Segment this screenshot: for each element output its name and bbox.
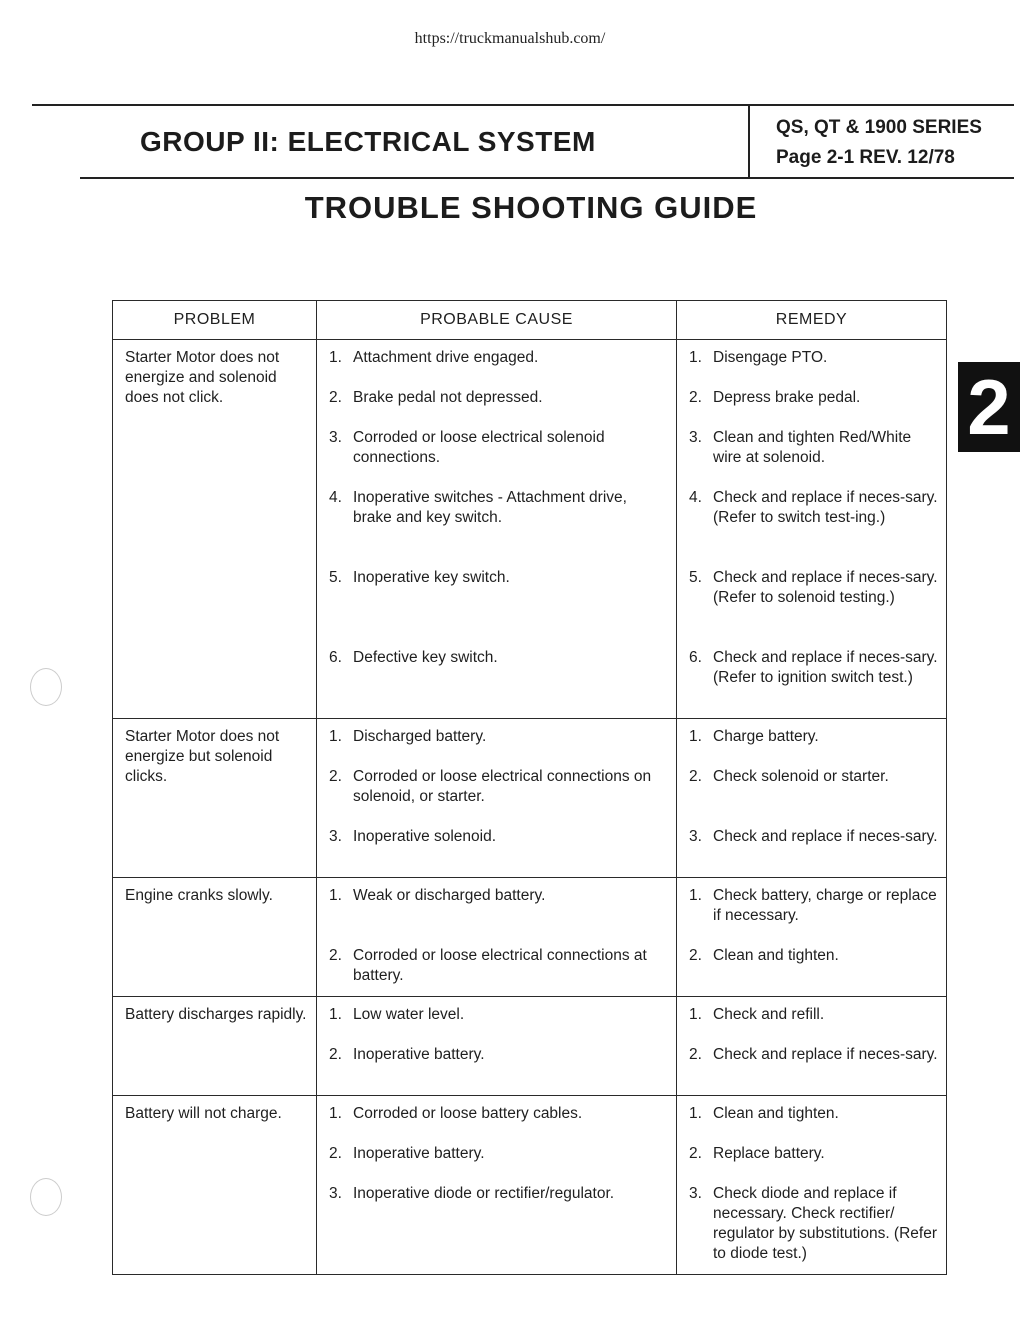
- cause-item: [329, 886, 668, 926]
- item-number: 5.: [329, 569, 342, 586]
- item-number: 4.: [329, 489, 342, 506]
- item-number: 2.: [329, 1145, 342, 1162]
- item-number: 3.: [329, 828, 342, 845]
- probable-cause-cell: [317, 719, 677, 878]
- item-text: Check and replace if neces-sary. (Refer to ignition switch test.): [713, 649, 938, 686]
- cause-item: [329, 946, 668, 986]
- item-number: 3.: [689, 1185, 702, 1202]
- item-text: Charge battery.: [713, 728, 819, 745]
- page-revision: Page 2-1 REV. 12/78: [776, 147, 955, 168]
- item-text: Clean and tighten.: [713, 947, 839, 964]
- item-text: Inoperative battery.: [353, 1046, 485, 1063]
- item-text: Corroded or loose battery cables.: [353, 1105, 583, 1122]
- cause-item: [329, 488, 668, 548]
- table-row: [113, 719, 947, 878]
- problem-text: Battery discharges rapidly.: [125, 1006, 307, 1023]
- remedy-item: [689, 1104, 938, 1124]
- problem-text: Starter Motor does not energize but solenoid clicks.: [125, 728, 280, 785]
- cause-item: [329, 348, 668, 368]
- cause-item: [329, 827, 668, 867]
- problem-cell: [113, 1096, 317, 1275]
- header-top-rule: [32, 104, 1014, 106]
- remedy-cell: [677, 878, 947, 997]
- item-number: 1.: [329, 349, 342, 366]
- item-number: 2.: [689, 1046, 702, 1063]
- item-text: Attachment drive engaged.: [353, 349, 539, 366]
- remedy-cell: [677, 719, 947, 878]
- problem-text: Starter Motor does not energize and solenoid does not click.: [125, 349, 280, 406]
- item-text: Inoperative solenoid.: [353, 828, 497, 845]
- item-number: 2.: [689, 947, 702, 964]
- item-number: 1.: [689, 1105, 702, 1122]
- table-row: [113, 1096, 947, 1275]
- series-info: [776, 113, 982, 173]
- cause-item: [329, 388, 668, 408]
- header-divider: [748, 104, 750, 178]
- item-number: 2.: [329, 389, 342, 406]
- item-text: Defective key switch.: [353, 649, 498, 666]
- table-row: [113, 997, 947, 1096]
- probable-cause-cell: [317, 878, 677, 997]
- item-number: 1.: [329, 887, 342, 904]
- remedy-item: [689, 886, 938, 926]
- table-row: [113, 878, 947, 997]
- item-text: Check solenoid or starter.: [713, 768, 889, 785]
- probable-cause-cell: [317, 340, 677, 719]
- item-text: Inoperative key switch.: [353, 569, 510, 586]
- probable-cause-cell: [317, 1096, 677, 1275]
- header-problem: PROBLEM: [113, 301, 317, 340]
- cause-item: [329, 1144, 668, 1164]
- item-text: Brake pedal not depressed.: [353, 389, 543, 406]
- table-row: [113, 340, 947, 719]
- cause-item: [329, 648, 668, 708]
- item-number: 1.: [689, 728, 702, 745]
- remedy-item: [689, 827, 938, 867]
- item-number: 3.: [329, 1185, 342, 1202]
- item-text: Corroded or loose electrical connections at battery.: [353, 947, 647, 984]
- cause-item: [329, 767, 668, 807]
- source-url: https://truckmanualshub.com/: [414, 30, 606, 47]
- remedy-item: [689, 568, 938, 628]
- item-text: Check and refill.: [713, 1006, 825, 1023]
- item-text: Check diode and replace if necessary. Check rectifier/ regulator by substitutions. (Refer to diode test.): [713, 1185, 937, 1262]
- problem-text: Battery will not charge.: [125, 1105, 282, 1122]
- item-text: Check and replace if neces-sary.: [713, 1046, 938, 1063]
- item-number: 3.: [689, 828, 702, 845]
- remedy-item: [689, 946, 938, 986]
- remedy-item: [689, 727, 938, 747]
- item-number: 6.: [689, 649, 702, 666]
- cause-item: [329, 1045, 668, 1085]
- remedy-item: [689, 1184, 938, 1264]
- item-text: Check and replace if neces-sary. (Refer to switch test-ing.): [713, 489, 938, 526]
- guide-title: TROUBLE SHOOTING GUIDE: [304, 190, 758, 225]
- problem-cell: [113, 719, 317, 878]
- item-number: 3.: [329, 429, 342, 446]
- item-text: Inoperative battery.: [353, 1145, 485, 1162]
- cause-item: [329, 1104, 668, 1124]
- series-label: QS, QT & 1900 SERIES: [776, 117, 982, 138]
- remedy-cell: [677, 1096, 947, 1275]
- problem-cell: [113, 340, 317, 719]
- item-number: 2.: [689, 389, 702, 406]
- item-text: Corroded or loose electrical solenoid connections.: [353, 429, 605, 466]
- item-number: 1.: [689, 887, 702, 904]
- remedy-cell: [677, 997, 947, 1096]
- item-text: Inoperative diode or rectifier/regulator.: [353, 1185, 615, 1202]
- item-number: 2.: [689, 1145, 702, 1162]
- item-number: 6.: [329, 649, 342, 666]
- header-remedy: REMEDY: [677, 301, 947, 340]
- remedy-item: [689, 428, 938, 468]
- item-number: 2.: [329, 947, 342, 964]
- item-number: 3.: [689, 429, 702, 446]
- remedy-item: [689, 348, 938, 368]
- problem-cell: [113, 997, 317, 1096]
- binder-hole-mark: [30, 668, 62, 706]
- remedy-item: [689, 1144, 938, 1164]
- problem-text: Engine cranks slowly.: [125, 887, 273, 904]
- item-number: 5.: [689, 569, 702, 586]
- binder-hole-mark: [30, 1178, 62, 1216]
- item-number: 1.: [329, 728, 342, 745]
- table-header-row: [113, 301, 947, 340]
- remedy-item: [689, 388, 938, 408]
- item-number: 1.: [329, 1006, 342, 1023]
- item-text: Disengage PTO.: [713, 349, 828, 366]
- item-text: Low water level.: [353, 1006, 465, 1023]
- remedy-item: [689, 648, 938, 708]
- remedy-item: [689, 767, 938, 807]
- item-number: 1.: [689, 349, 702, 366]
- item-text: Inoperative switches - Attachment drive, brake and key switch.: [353, 489, 627, 526]
- item-text: Check battery, charge or replace if necessary.: [713, 887, 937, 924]
- item-text: Replace battery.: [713, 1145, 825, 1162]
- remedy-item: [689, 1005, 938, 1025]
- item-number: 2.: [689, 768, 702, 785]
- header-probable-cause: PROBABLE CAUSE: [317, 301, 677, 340]
- trouble-shooting-table: [112, 300, 947, 1275]
- item-number: 4.: [689, 489, 702, 506]
- section-tab: 2: [958, 362, 1020, 452]
- header-bottom-rule: [80, 177, 1014, 179]
- remedy-item: [689, 1045, 938, 1085]
- item-text: Corroded or loose electrical connections on solenoid, or starter.: [353, 768, 652, 805]
- item-number: 1.: [689, 1006, 702, 1023]
- cause-item: [329, 428, 668, 468]
- cause-item: [329, 727, 668, 747]
- item-text: Weak or discharged battery.: [353, 887, 546, 904]
- item-text: Clean and tighten Red/White wire at solenoid.: [713, 429, 912, 466]
- item-number: 2.: [329, 768, 342, 785]
- item-text: Check and replace if neces-sary. (Refer to solenoid testing.): [713, 569, 938, 606]
- remedy-item: [689, 488, 938, 548]
- cause-item: [329, 568, 668, 628]
- probable-cause-cell: [317, 997, 677, 1096]
- cause-item: [329, 1184, 668, 1264]
- item-text: Clean and tighten.: [713, 1105, 839, 1122]
- group-title: GROUP II: ELECTRICAL SYSTEM: [140, 126, 596, 157]
- item-text: Check and replace if neces-sary.: [713, 828, 938, 845]
- remedy-cell: [677, 340, 947, 719]
- problem-cell: [113, 878, 317, 997]
- item-number: 1.: [329, 1105, 342, 1122]
- item-text: Depress brake pedal.: [713, 389, 861, 406]
- cause-item: [329, 1005, 668, 1025]
- item-number: 2.: [329, 1046, 342, 1063]
- item-text: Discharged battery.: [353, 728, 487, 745]
